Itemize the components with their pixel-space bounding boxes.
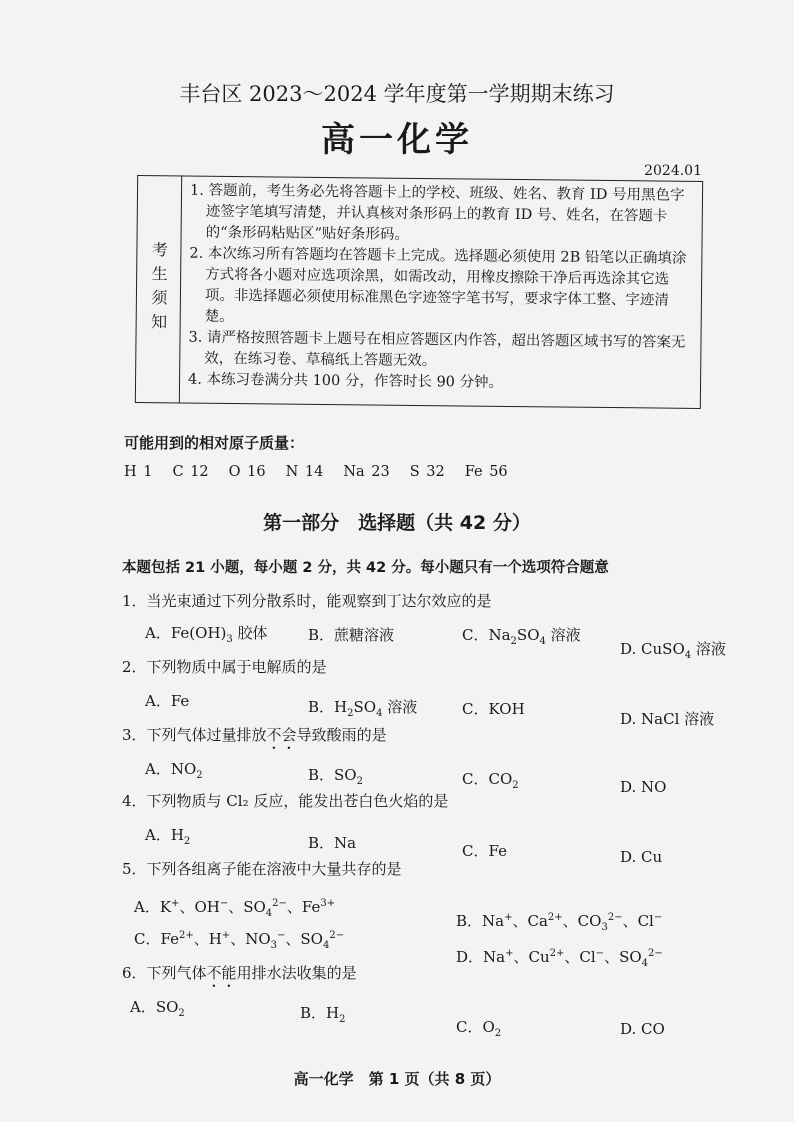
notice-item-4 [188,370,694,396]
question-6-option-b: B．$H_2$ [300,1004,346,1025]
question-1-option-a: A．$Fe(OH)_3$ 胶体 [145,624,268,645]
question-5-stem: 5．下列各组离子能在溶液中大量共存的是 [122,860,402,878]
notice-item-2-cont: 方式将各小题对应选项涂黑，如需改动，用橡皮擦除干净后再选涂其它选项。非选择题必须使用标准黑色字迹签字笔书写，要求字体工整、字迹清楚。 [204,266,670,326]
question-1-option-c: C．$Na_2SO_4$ 溶液 [462,626,581,647]
question-3-option-a: A．$NO_2$ [145,760,203,781]
question-3-option-b: B．$SO_2$ [308,766,363,787]
part-one-title: 第一部分 选择题（共 42 分） [263,512,531,534]
notice-item-3-line-1: 3. 请严格按照答题卡上题号在相应答题区内作答，超出答题区域书写的答案无 [188,329,686,351]
notice-item-2-line-1: 2. 本次练习所有答题均在答题卡上完成。选择题必须使用 2B 铅笔以正确填涂 [189,245,687,267]
question-2-stem: 2．下列物质中属于电解质的是 [122,658,327,676]
notice-item-1-cont: 迹签字笔填写清楚，并认真核对条形码上的教育 ID 号、姓名，在答题卡的“条形码粘贴区”贴好条形码。 [205,203,668,243]
question-2-option-d: D. NaCl 溶液 [620,710,715,728]
atomic-mass-o: O 16 [228,464,266,480]
question-5-option-a: A．K+、OH−、$SO_4^{2-}$、$Fe^{3+}$ [134,898,336,919]
atomic-mass-h: H 1 [124,464,153,480]
atomic-mass-fe: Fe 56 [464,464,508,480]
question-6-stem-part-1: 6．下列气体 [122,964,207,982]
question-3-stem [122,724,387,753]
atomic-mass-c: C 12 [172,464,209,480]
question-6-option-a: A．$SO_2$ [130,998,185,1019]
question-1-stem: 1．当光束通过下列分散系时，能观察到丁达尔效应的是 [122,592,492,610]
atomic-mass-n: N 14 [285,464,324,480]
atomic-mass-na: Na 23 [343,464,390,480]
question-5-option-d: D．Na+、$Cu^{2+}$、Cl−、$SO_4^{2-}$ [456,948,663,969]
question-1-option-b: B．蔗糖溶液 [308,626,395,644]
page-footer: 高一化学 第 1 页（共 8 页） [293,1070,501,1088]
question-1-option-d: D. CuSO$_4$ 溶液 [620,640,726,661]
page-title: 高一化学 [321,120,473,160]
question-2-option-c: C．KOH [462,700,525,718]
question-2-option-b: B．$H_2SO_4$ 溶液 [308,698,418,719]
question-6-stem [122,962,357,991]
question-3-option-d: D. NO [620,778,667,796]
atomic-mass-label: 可能用到的相对原子质量： [124,434,305,452]
question-6-option-d: D. CO [620,1020,665,1038]
question-6-stem-part-3: 用排水法收集的是 [236,964,357,982]
question-5-option-c: C．$Fe^{2+}$、H+、$NO_3^-$、$SO_4^{2-}$ [134,930,345,951]
question-3-stem-emphasis: 不会 [266,726,297,744]
candidate-notice-box [135,175,703,409]
notice-label [136,176,182,402]
question-6-option-c: C．$O_2$ [456,1018,502,1039]
question-3-stem-part-3: 导致酸雨的是 [296,726,387,744]
question-3-option-c: C．$CO_2$ [462,770,519,791]
atomic-mass-list [124,464,528,480]
question-6-stem-emphasis: 不能 [206,964,237,982]
part-one-description: 本题包括 21 小题，每小题 2 分，共 42 分。每小题只有一个选项符合题意 [122,560,609,576]
question-2-option-a: A．Fe [145,692,190,710]
question-4-option-c: C．Fe [462,842,507,860]
question-4-option-a: A．$H_2$ [145,826,191,847]
atomic-mass-s: S 32 [409,464,445,480]
question-4-option-d: D. Cu [620,848,663,866]
notice-label-text: 考生须知 [148,241,169,338]
question-4-stem: 4．下列物质与 Cl₂ 反应，能发出苍白色火焰的是 [122,792,449,810]
notice-item-4-line-1: 4. 本练习卷满分共 100 分，作答时长 90 分钟。 [187,371,504,391]
notice-item-1-line-1: 1. 答题前，考生务必先将答题卡上的学校、班级、姓名、教育 ID 号用黑色字 [189,182,685,204]
question-3-stem-part-1: 3．下列气体过量排放 [122,726,267,744]
exam-date: 2024.01 [644,163,702,179]
question-5-option-b: B．Na+、$Ca^{2+}$、$CO_3^{2-}$、Cl− [456,912,663,933]
notice-items [188,181,696,396]
question-4-option-b: B．Na [308,834,357,852]
notice-item-3-cont: 效，在练习卷、草稿纸上答题无效。 [204,350,437,370]
exam-header-line: 丰台区 2023～2024 学年度第一学期期末练习 [179,82,615,106]
